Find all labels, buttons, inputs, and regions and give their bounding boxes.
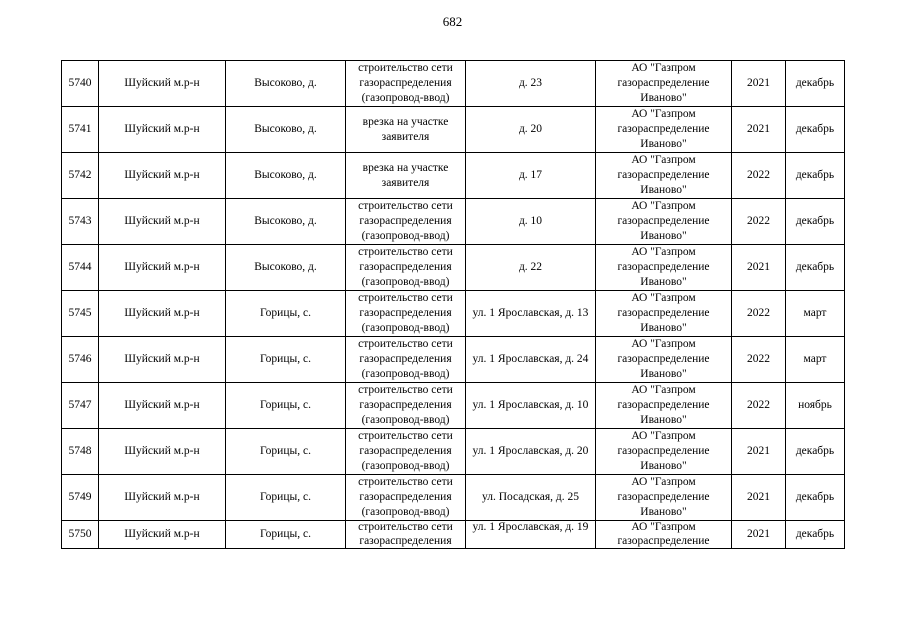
month-cell: март bbox=[786, 337, 845, 383]
address-cell: д. 22 bbox=[466, 245, 596, 291]
address-cell: д. 10 bbox=[466, 199, 596, 245]
work-type-cell: врезка на участке заявителя bbox=[346, 153, 466, 199]
work-type-cell: строительство сети газораспределения (газопровод-ввод) bbox=[346, 199, 466, 245]
settlement-cell: Высоково, д. bbox=[226, 199, 346, 245]
work-type-cell: строительство сети газораспределения (газопровод-ввод) bbox=[346, 475, 466, 521]
month-cell: ноябрь bbox=[786, 383, 845, 429]
month-cell: декабрь bbox=[786, 521, 845, 549]
table-row bbox=[62, 383, 845, 429]
month-cell: декабрь bbox=[786, 245, 845, 291]
table-row bbox=[62, 521, 845, 549]
year-cell: 2021 bbox=[732, 107, 786, 153]
year-cell: 2021 bbox=[732, 245, 786, 291]
table-row bbox=[62, 429, 845, 475]
settlement-cell: Высоково, д. bbox=[226, 153, 346, 199]
gas-connection-table bbox=[61, 60, 845, 549]
address-cell: ул. 1 Ярославская, д. 20 bbox=[466, 429, 596, 475]
organization-cell: АО "Газпром газораспределение Иваново" bbox=[596, 107, 732, 153]
work-type-cell: строительство сети газораспределения (газопровод-ввод) bbox=[346, 61, 466, 107]
table-row bbox=[62, 245, 845, 291]
organization-cell: АО "Газпром газораспределение Иваново" bbox=[596, 475, 732, 521]
address-cell: ул. 1 Ярославская, д. 19 bbox=[466, 521, 596, 549]
settlement-cell: Горицы, с. bbox=[226, 291, 346, 337]
settlement-cell: Горицы, с. bbox=[226, 337, 346, 383]
table-body bbox=[62, 61, 845, 549]
organization-cell: АО "Газпром газораспределение Иваново" bbox=[596, 153, 732, 199]
year-cell: 2022 bbox=[732, 291, 786, 337]
organization-cell: АО "Газпром газораспределение Иваново" bbox=[596, 199, 732, 245]
work-type-cell: строительство сети газораспределения bbox=[346, 521, 466, 549]
year-cell: 2022 bbox=[732, 153, 786, 199]
district-cell: Шуйский м.р-н bbox=[99, 107, 226, 153]
table-row bbox=[62, 291, 845, 337]
settlement-cell: Горицы, с. bbox=[226, 521, 346, 549]
row-number: 5744 bbox=[62, 245, 99, 291]
work-type-cell: строительство сети газораспределения (газопровод-ввод) bbox=[346, 337, 466, 383]
district-cell: Шуйский м.р-н bbox=[99, 383, 226, 429]
settlement-cell: Высоково, д. bbox=[226, 245, 346, 291]
district-cell: Шуйский м.р-н bbox=[99, 245, 226, 291]
settlement-cell: Горицы, с. bbox=[226, 475, 346, 521]
page-number: 682 bbox=[442, 14, 463, 29]
row-number: 5740 bbox=[62, 61, 99, 107]
month-cell: декабрь bbox=[786, 429, 845, 475]
year-cell: 2022 bbox=[732, 199, 786, 245]
year-cell: 2021 bbox=[732, 475, 786, 521]
row-number: 5741 bbox=[62, 107, 99, 153]
district-cell: Шуйский м.р-н bbox=[99, 291, 226, 337]
row-number: 5748 bbox=[62, 429, 99, 475]
address-cell: ул. 1 Ярославская, д. 24 bbox=[466, 337, 596, 383]
row-number: 5743 bbox=[62, 199, 99, 245]
month-cell: декабрь bbox=[786, 475, 845, 521]
organization-cell: АО "Газпром газораспределение Иваново" bbox=[596, 245, 732, 291]
organization-cell: АО "Газпром газораспределение Иваново" bbox=[596, 429, 732, 475]
year-cell: 2022 bbox=[732, 337, 786, 383]
table-row bbox=[62, 61, 845, 107]
organization-cell: АО "Газпром газораспределение Иваново" bbox=[596, 383, 732, 429]
work-type-cell: строительство сети газораспределения (газопровод-ввод) bbox=[346, 245, 466, 291]
row-number: 5745 bbox=[62, 291, 99, 337]
district-cell: Шуйский м.р-н bbox=[99, 337, 226, 383]
organization-cell: АО "Газпром газораспределение Иваново" bbox=[596, 291, 732, 337]
year-cell: 2021 bbox=[732, 61, 786, 107]
row-number: 5746 bbox=[62, 337, 99, 383]
address-cell: ул. 1 Ярославская, д. 10 bbox=[466, 383, 596, 429]
address-cell: ул. Посадская, д. 25 bbox=[466, 475, 596, 521]
district-cell: Шуйский м.р-н bbox=[99, 199, 226, 245]
address-cell: д. 20 bbox=[466, 107, 596, 153]
table-row bbox=[62, 337, 845, 383]
table-row bbox=[62, 475, 845, 521]
address-cell: ул. 1 Ярославская, д. 13 bbox=[466, 291, 596, 337]
district-cell: Шуйский м.р-н bbox=[99, 521, 226, 549]
settlement-cell: Высоково, д. bbox=[226, 61, 346, 107]
address-cell: д. 23 bbox=[466, 61, 596, 107]
month-cell: декабрь bbox=[786, 199, 845, 245]
row-number: 5747 bbox=[62, 383, 99, 429]
table-row bbox=[62, 153, 845, 199]
table-row bbox=[62, 199, 845, 245]
year-cell: 2021 bbox=[732, 521, 786, 549]
work-type-cell: врезка на участке заявителя bbox=[346, 107, 466, 153]
organization-cell: АО "Газпром газораспределение bbox=[596, 521, 732, 549]
month-cell: декабрь bbox=[786, 153, 845, 199]
district-cell: Шуйский м.р-н bbox=[99, 475, 226, 521]
table-row bbox=[62, 107, 845, 153]
work-type-cell: строительство сети газораспределения (газопровод-ввод) bbox=[346, 383, 466, 429]
year-cell: 2022 bbox=[732, 383, 786, 429]
row-number: 5749 bbox=[62, 475, 99, 521]
month-cell: март bbox=[786, 291, 845, 337]
month-cell: декабрь bbox=[786, 61, 845, 107]
district-cell: Шуйский м.р-н bbox=[99, 429, 226, 475]
row-number: 5742 bbox=[62, 153, 99, 199]
address-cell: д. 17 bbox=[466, 153, 596, 199]
settlement-cell: Высоково, д. bbox=[226, 107, 346, 153]
settlement-cell: Горицы, с. bbox=[226, 383, 346, 429]
work-type-cell: строительство сети газораспределения (газопровод-ввод) bbox=[346, 429, 466, 475]
settlement-cell: Горицы, с. bbox=[226, 429, 346, 475]
organization-cell: АО "Газпром газораспределение Иваново" bbox=[596, 337, 732, 383]
year-cell: 2021 bbox=[732, 429, 786, 475]
district-cell: Шуйский м.р-н bbox=[99, 61, 226, 107]
month-cell: декабрь bbox=[786, 107, 845, 153]
row-number: 5750 bbox=[62, 521, 99, 549]
work-type-cell: строительство сети газораспределения (газопровод-ввод) bbox=[346, 291, 466, 337]
district-cell: Шуйский м.р-н bbox=[99, 153, 226, 199]
organization-cell: АО "Газпром газораспределение Иваново" bbox=[596, 61, 732, 107]
